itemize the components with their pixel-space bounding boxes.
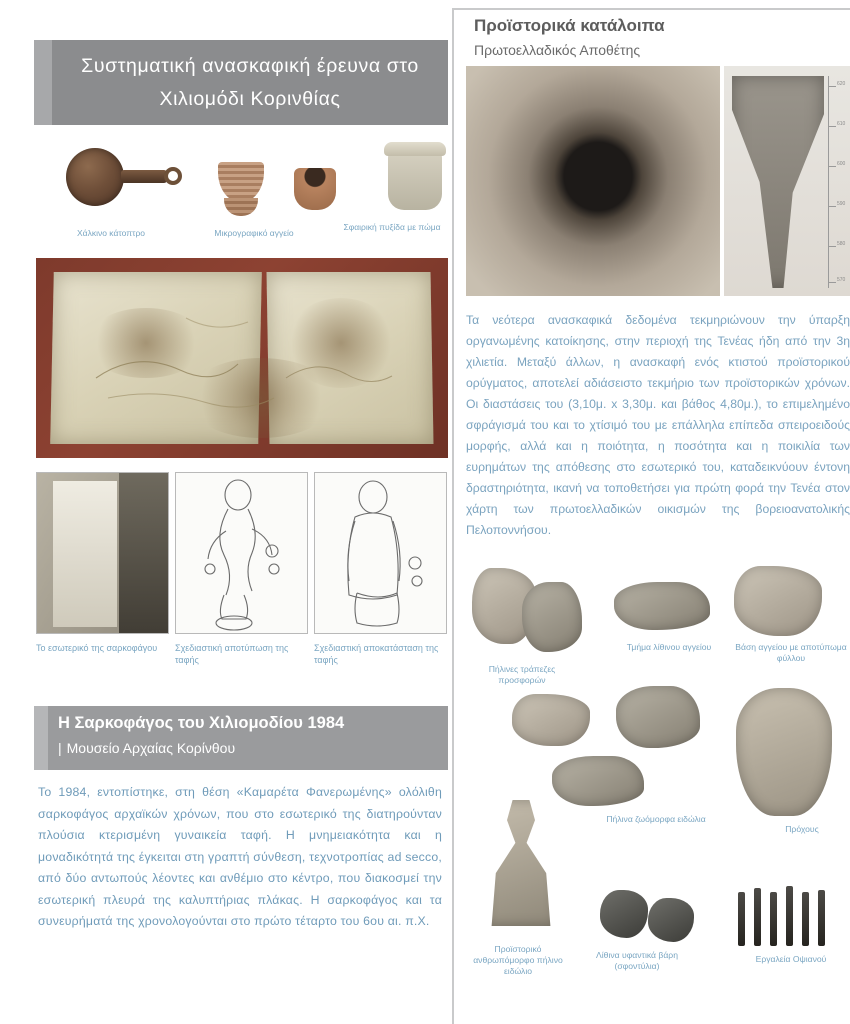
obsidian-blade	[738, 892, 745, 946]
core-scale-tick	[829, 161, 846, 167]
left-column	[14, 0, 442, 1024]
caption-spherical-pyxis: Σφαιρική πυξίδα με πώμα	[343, 222, 441, 232]
interior-wall-light	[53, 481, 117, 627]
core-scale-tick	[829, 277, 846, 283]
burial-reconstruction-drawing	[314, 472, 447, 634]
caption-obsidian-tools: Εργαλεία Οψιανού	[755, 954, 827, 964]
core-scale-label: 600	[837, 161, 846, 167]
core-scale-tick	[829, 241, 846, 247]
caption-sarcophagus-interior: Το εσωτερικό της σαρκοφάγου	[36, 643, 158, 653]
sarcophagus-section-subtitle: | Μουσείο Αρχαίας Κορίνθου	[58, 740, 235, 756]
mirror-handle-shape	[121, 170, 167, 183]
core-scale-tick	[829, 201, 846, 207]
right-column	[452, 0, 850, 1024]
slab-painted-lions-traces	[36, 258, 448, 458]
interior-wall-dark	[119, 473, 169, 634]
burial-figure-sketch	[315, 473, 447, 634]
core-scale-label: 620	[837, 81, 846, 87]
burial-drawing-record	[175, 472, 308, 634]
sarcophagus-detail-row	[36, 472, 448, 634]
miniature-bowl-shape	[218, 162, 264, 202]
obsidian-blade	[786, 886, 793, 946]
stone-vessel-fragment	[614, 582, 710, 630]
prehistoric-pit-photo	[466, 66, 720, 296]
core-scale-tick	[829, 121, 846, 127]
stone-loom-weight	[648, 898, 694, 942]
pit-core-shape	[732, 76, 824, 288]
prochous-jug	[736, 688, 832, 816]
obsidian-blade	[818, 890, 825, 946]
obsidian-blade	[770, 892, 777, 946]
page-title: Συστηματική ανασκαφική έρευνα στο Χιλιομόδι Κορινθίας	[81, 55, 419, 110]
zoomorphic-figurine	[616, 686, 700, 748]
pyxis-body-shape	[388, 148, 442, 210]
sarcophagus-section-band-tab	[34, 706, 48, 770]
core-scale-label: 610	[837, 121, 846, 127]
miniature-bowl-lower-shape	[224, 198, 258, 216]
zoomorphic-figurine	[552, 756, 644, 806]
caption-anthropomorphic-figurine: Προϊστορικό ανθρωπόμορφο πήλινο ειδώλιο	[473, 944, 563, 976]
core-scale-label: 580	[837, 241, 846, 247]
sarcophagus-section-band	[34, 706, 448, 770]
clay-offering-table-fragment	[522, 582, 582, 652]
sarcophagus-section-title: Η Σαρκοφάγος του Χιλιομοδίου 1984	[58, 714, 345, 732]
caption-bronze-mirror: Χάλκινο κάτοπτρο	[77, 228, 145, 238]
main-title-band-tab	[34, 40, 52, 125]
core-depth-scale	[828, 76, 844, 288]
anthropomorphic-clay-figurine	[486, 800, 556, 926]
caption-clay-offering-tables: Πήλινες τράπεζες προσφορών	[488, 664, 556, 685]
prehistoric-section-subtitle: Πρωτοελλαδικός Αποθέτης	[474, 42, 641, 58]
caption-miniature-vessel: Μικρογραφικό αγγείο	[214, 228, 294, 238]
mirror-disc-shape	[66, 148, 124, 206]
core-scale-label: 590	[837, 201, 846, 207]
caption-prochous: Πρόχους	[785, 824, 819, 834]
caption-burial-record: Σχεδιαστική αποτύπωση της ταφής	[175, 643, 289, 665]
detail-captions-row	[36, 642, 448, 666]
sarcophagus-interior-photo	[36, 472, 169, 634]
sarcophagus-lid-photo	[36, 258, 448, 458]
prehistoric-finds-montage	[466, 556, 850, 1024]
obsidian-blade	[754, 888, 761, 946]
pyxis-lid-shape	[384, 142, 446, 156]
caption-vessel-base-leaf: Βάση αγγείου με αποτύπωμα φύλλου	[735, 642, 847, 663]
right-body-text: Τα νεότερα ανασκαφικά δεδομένα τεκμηριώνουν την ύπαρξη οργανωμένης κατοίκησης, στην περιοχή της Τενέας ήδη από την 3η χιλιετία. Μεταξύ άλλων, η ανασκαφή ενός κτιστού προϊστορικού ορύγματος, αποτελεί αδιάσειστο τεκμήριο των προϊστορικών χρόνων. Οι διαστάσεις του (3,10μ. x 3,30μ. και βάθος 4,80μ.), το επιμελημένο σφράγισμά του και το χτίσιμό του με επάλληλα επίπεδα σπειροειδούς μορφής, αλλά και η ποιότητα, η ποσότητα και η ποικιλία των ευρημάτων της απόθεσης στο εσωτερικό του, καταδεικνύουν έντονη δραστηριότητα, ικανή να τοποθετήσει για πρώτη φορά την Τενέα στον χάρτη των πρωτοελλαδικών οικισμών της βορειοανατολικής Πελοποννήσου.	[466, 313, 850, 537]
burial-skeleton-sketch	[176, 473, 308, 634]
obsidian-blade	[802, 892, 809, 946]
core-scale-label: 570	[837, 277, 846, 283]
zoomorphic-figurine	[512, 694, 590, 746]
caption-stone-vessel-fragment: Τμήμα λίθινου αγγείου	[626, 642, 712, 652]
mirror-ring-shape	[164, 167, 182, 185]
caption-zoomorphic-figurines: Πήλινα ζωόμορφα ειδώλια	[606, 814, 706, 824]
left-body-text: Το 1984, εντοπίστηκε, στη θέση «Καμαρέτα Φανερωμένης» ολόλιθη σαρκοφάγος αρχαϊκών χρόνων, που στο εσωτερικό της διατηρούνταν πλούσια κτερισμένη γυναικεία ταφή. Η μνημειακότητα και η μοναδικότητά της έγκειται στη γραπτή σύνθεση, τεχνοτροπίας ad secco, από δύο αντωπούς λέοντες και ανθέμιο στο κέντρο, που διακοσμεί την εσωτερική πλευρά της καλυπτήριας πλάκας. Η σαρκοφάγος και τα συνευρήματά της χρονολογούνται στο πρώτο τέταρτο του 6ου αι. π.Χ.	[38, 785, 442, 928]
caption-loom-weights: Λίθινα υφαντικά βάρη (σφοντύλια)	[596, 950, 678, 971]
vessel-base-leaf-impression	[734, 566, 822, 636]
prehistoric-section-title: Προϊστορικά κατάλοιπα	[474, 16, 665, 35]
pit-section-core-photo	[724, 66, 850, 296]
miniature-cup-shape	[294, 168, 336, 210]
caption-burial-reconstruction: Σχεδιαστική αποκατάσταση της ταφής	[314, 643, 439, 665]
core-scale-tick	[829, 81, 846, 87]
stone-loom-weight	[600, 890, 648, 938]
